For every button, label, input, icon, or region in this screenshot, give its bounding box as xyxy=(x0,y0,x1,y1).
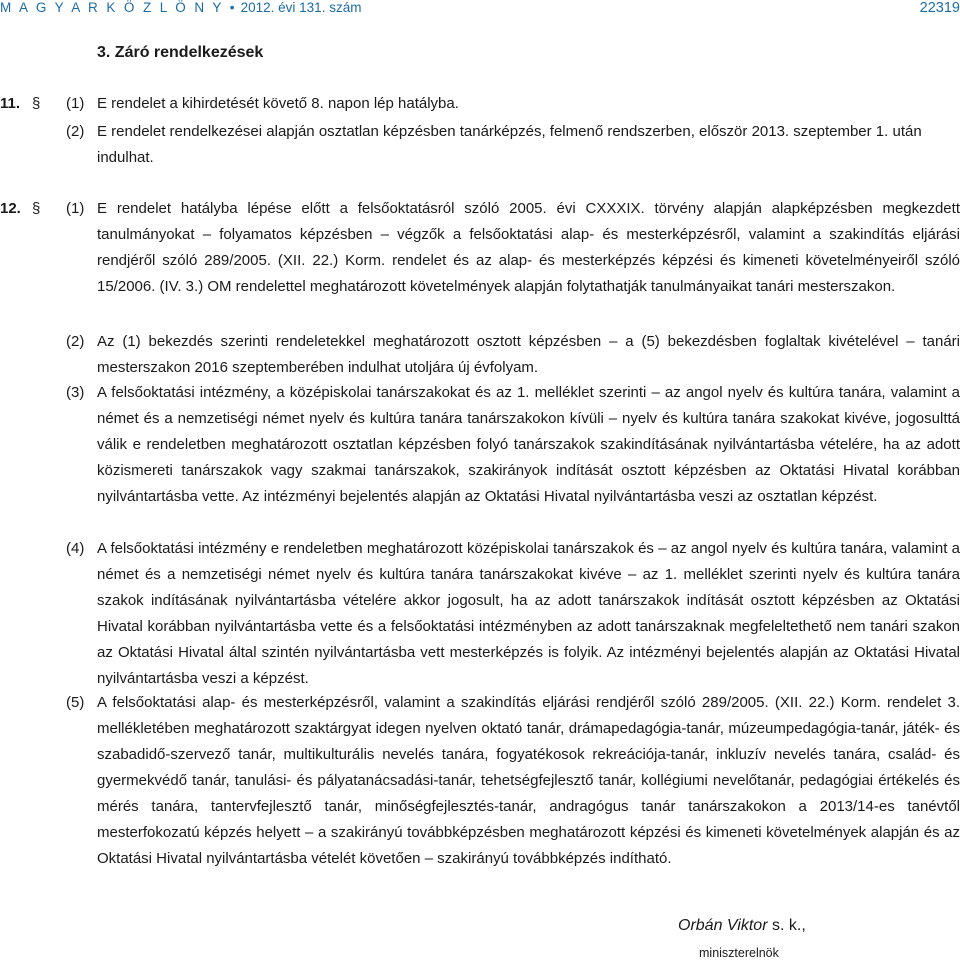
item-text: E rendelet a kihirdetését követő 8. napon lép hatályba. xyxy=(97,95,459,112)
signatory-role: miniszterelnök xyxy=(699,946,779,960)
signature xyxy=(678,917,806,935)
issue-label: 2012. évi 131. szám xyxy=(240,0,362,15)
section-sign: § xyxy=(32,95,41,112)
item-label: (2) xyxy=(66,333,85,350)
signatory-name: Orbán Viktor xyxy=(678,917,768,934)
item-label: (4) xyxy=(66,540,85,557)
paragraph-number: 11. xyxy=(0,95,21,112)
item-label: (1) xyxy=(66,200,85,217)
item-text: A felsőoktatási intézmény, a középiskolai tanárszakokat és az 1. melléklet szerinti – az angol nyelv és kultúra tanára, valamint a német és a nemzetiségi német nyelv és kultúra tanára tanárszakokon kívüli – nyelv és kultúra tanára szakokat kivéve, jogosulttá válik e rendeletben meghatározott osztatlan képzésben folyó tanárszakok szakindításának nyilvántartásba vételére, ha az adott közismereti tanárszakok vagy szakmai tanárszakok, szakirányok indítását osztott képzésben az Oktatási Hivatal korábban nyilvántartásba vette. Az intézményi bejelentés alapján az Oktatási Hivatal nyilvántartásba veszi az osztatlan képzést. xyxy=(97,384,960,505)
item-text: A felsőoktatási intézmény e rendeletben meghatározott középiskolai tanárszakok és – az angol nyelv és kultúra tanára, valamint a német és a nemzetiségi német nyelv és kultúra tanára tanárszakokat kivéve – az 1. melléklet szerinti nyelv és kultúra tanára szakok indításának nyilvántartásba vételére akkor jogosult, ha az adott tanárszakok indítását osztott képzésben az Oktatási Hivatal korábban nyilvántartásba vette és a felsőoktatási intézményben az adott tanárszaknak megfeleltethető nem tanári szakon az Oktatási Hivatal által szintén nyilvántartásba vett mesterképzés is folyik. Az intézményi bejelentés alapján az Oktatási Hivatal nyilvántartásba veszi a képzést. xyxy=(97,540,960,687)
signature-suffix: s. k., xyxy=(767,917,806,934)
item-label: (2) xyxy=(66,123,85,140)
item-text: Az (1) bekezdés szerinti rendeletekkel meghatározott osztott képzésben – a (5) bekezdésben foglaltak kivételével – tanári mesterszakon 2016 szeptemberében indulhat utoljára új évfolyam. xyxy=(97,333,960,376)
page-header xyxy=(0,0,960,24)
item-text: E rendelet hatályba lépése előtt a felsőoktatásról szóló 2005. évi CXXXIX. törvény alapján alapképzésben megkezdett tanulmányokat – folyamatos képzésben – végzők a felsőoktatási alap- és mesterképzésről, valamint a szakindítás eljárási rendjéről szóló 289/2005. (XII. 22.) Korm. rendelet és az alap- és mesterképzés képzési és kimeneti követelményeiről szóló 15/2006. (IV. 3.) OM rendelettel meghatározott követelmények alapján folytathatják tanulmányaikat tanári mesterszakon. xyxy=(97,200,960,295)
publication-name: M A G Y A R K Ö Z L Ö N Y xyxy=(0,0,224,15)
item-text: E rendelet rendelkezései alapján osztatlan képzésben tanárképzés, felmenő rendszerben, először 2013. szeptember 1. után indulhat. xyxy=(97,123,922,166)
item-text: A felsőoktatási alap- és mesterképzésről, valamint a szakindítás eljárási rendjéről szóló 289/2005. (XII. 22.) Korm. rendelet 3. mellékletében meghatározott szaktárgyat idegen nyelven oktató tanár, drámapedagógia-tanár, múzeumpedagógia-tanár, játék- és szabadidő-szervező tanár, multikulturális nevelés tanára, fogyatékosok rekreációja-tanár, inkluzív nevelés tanára, család- és gyermekvédő tanár, tanulási- és pályatanácsadási-tanár, tehetségfejlesztő tanár, kollégiumi nevelőtanár, pedagógiai értékelés és mérés tanára, tantervfejlesztő tanár, minőségfejlesztés-tanár, andragógus tanár tanárszakokon a 2013/14-es tanévtől mesterfokozatú képzés helyett – a szakirányú továbbképzésben meghatározott képzési és kimeneti követelmények alapján és az Oktatási Hivatal nyilvántartásba vételét követően – szakirányú továbbképzés indítható. xyxy=(97,694,960,867)
page-number: 22319 xyxy=(919,0,960,16)
header-publication-line xyxy=(0,0,361,15)
item-label: (5) xyxy=(66,694,85,711)
paragraph-number: 12. xyxy=(0,200,21,217)
item-label: (1) xyxy=(66,95,85,112)
section-title: 3. Záró rendelkezések xyxy=(97,44,264,61)
section-sign: § xyxy=(32,200,41,217)
item-label: (3) xyxy=(66,384,85,401)
header-bullet: • xyxy=(229,0,235,15)
